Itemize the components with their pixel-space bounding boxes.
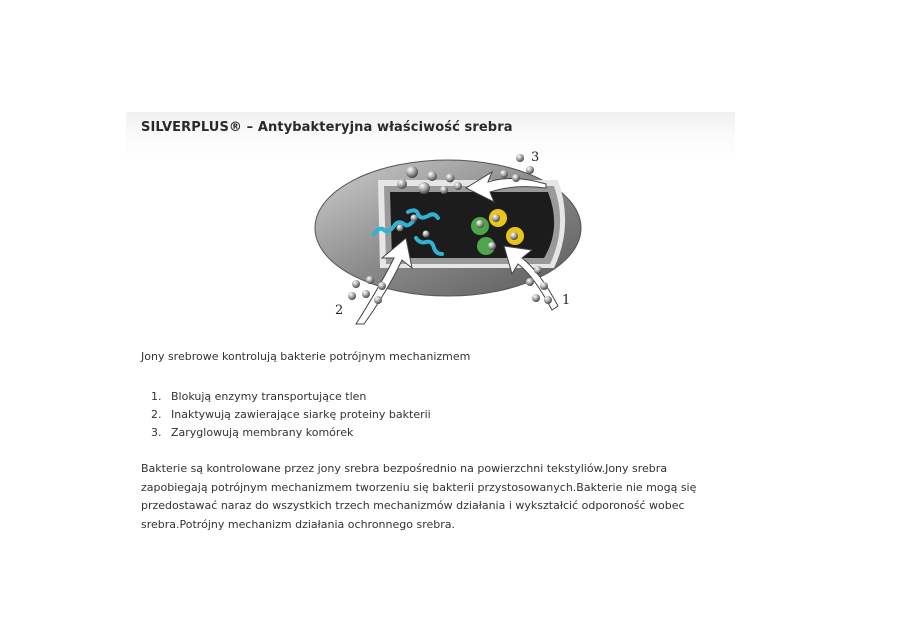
silver-ion: [526, 278, 534, 286]
silver-ion: [534, 266, 542, 274]
silver-ion: [488, 242, 496, 250]
bacteria-diagram: [308, 146, 583, 326]
diagram-label-1: 1: [562, 293, 571, 308]
silver-ion: [440, 186, 448, 194]
silver-ion: [397, 179, 407, 189]
silver-ion: [423, 231, 430, 238]
list-item: [151, 406, 431, 424]
list-item: [151, 388, 431, 406]
silver-ion: [544, 296, 552, 304]
silver-ion: [378, 282, 386, 290]
diagram-label-2: 2: [335, 303, 344, 318]
silver-ion: [476, 220, 484, 228]
silver-ion: [411, 215, 418, 222]
silver-ion: [500, 170, 508, 178]
list-item-text: Zaryglowują membrany komórek: [171, 426, 354, 439]
list-item-text: Inaktywują zawierające siarkę proteiny bakterii: [171, 408, 431, 421]
silver-ion: [540, 282, 548, 290]
paragraph-line: srebra.Potrójny mechanizm działania ochronnego srebra.: [141, 517, 455, 531]
paragraph-line: Bakterie są kontrolowane przez jony srebra bezpośrednio na powierzchni tekstyliów.Jony srebra: [141, 462, 668, 475]
paragraph-line: zapobiegają potrójnym mechanizmem tworzeniu się bakterii przystosowanych.Bakterie nie mogą się: [141, 480, 697, 494]
list-item-number: 2.: [151, 408, 162, 421]
silver-ion: [406, 166, 418, 178]
list-item-text: Blokują enzymy transportujące tlen: [171, 390, 367, 403]
silver-ion: [492, 214, 500, 222]
silver-ion: [427, 171, 437, 181]
silver-ion: [516, 154, 524, 162]
bacteria-diagram-svg: [308, 146, 583, 326]
silver-ion: [418, 182, 430, 194]
silver-ion: [348, 292, 356, 300]
silver-ion: [374, 296, 382, 304]
silver-ion: [512, 174, 520, 182]
list-item: [151, 424, 431, 442]
silver-ion: [362, 290, 370, 298]
silver-ion: [526, 166, 534, 174]
list-item-number: 1.: [151, 390, 162, 403]
silver-ion: [510, 232, 518, 240]
list-item-number: 3.: [151, 426, 162, 439]
mechanism-list: [151, 388, 431, 442]
description-paragraph: [141, 460, 696, 534]
silver-ion: [366, 276, 374, 284]
silver-ion: [454, 182, 462, 190]
diagram-label-3: 3: [531, 150, 540, 165]
page-title: SILVERPLUS® – Antybakteryjna właściwość srebra: [141, 120, 513, 135]
silver-ion: [352, 280, 360, 288]
paragraph-line: przedostawać naraz do wszystkich trzech mechanizmów działania i wykształcić odporoność wobec: [141, 499, 685, 512]
silver-ion: [446, 174, 455, 183]
silver-ion: [397, 225, 404, 232]
intro-text: Jony srebrowe kontrolują bakterie potrójnym mechanizmem: [141, 350, 471, 363]
silver-ion: [532, 294, 540, 302]
